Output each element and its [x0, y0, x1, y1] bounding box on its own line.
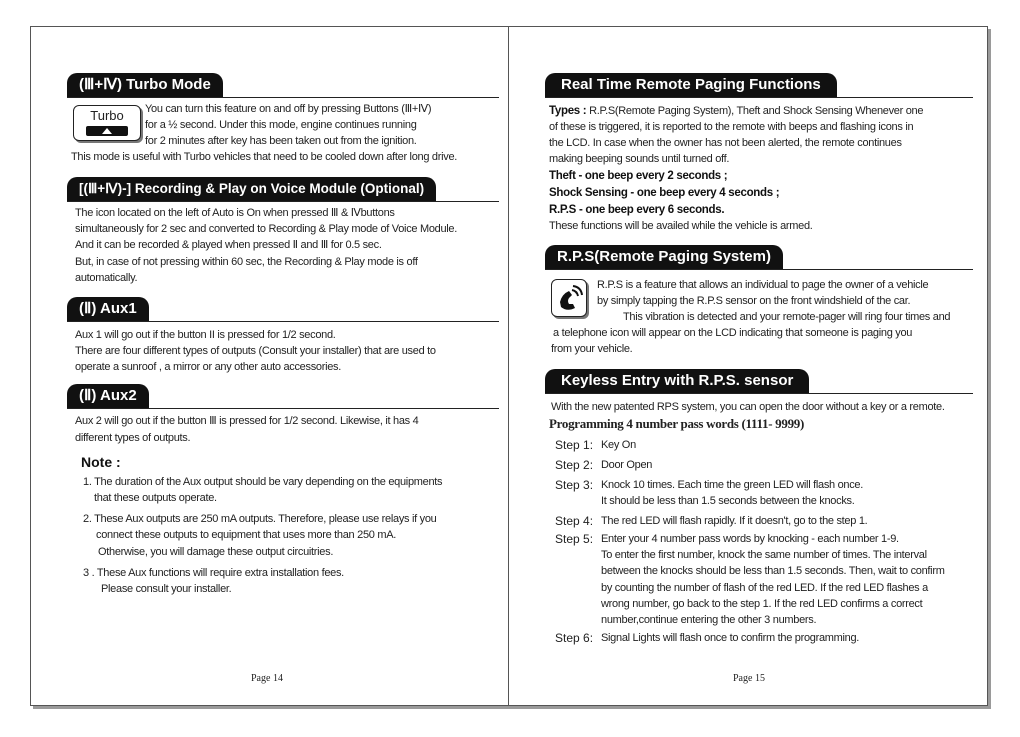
phone-icon-box	[551, 279, 587, 317]
note-line: Please consult your installer.	[101, 583, 232, 595]
recording-line: And it can be recorded & played when pressed Ⅱ and Ⅲ for 0.5 sec.	[75, 239, 382, 251]
rps-line: by simply tapping the R.P.S sensor on the front windshield of the car.	[597, 295, 911, 307]
page-number-left: Page 14	[251, 673, 283, 684]
step-label: Step 5:	[555, 532, 594, 546]
recording-line: But, in case of not pressing within 60 sec, the Recording & Play mode is off	[75, 256, 418, 268]
step-line: To enter the first number, knock the same number of times. The interval	[601, 549, 927, 561]
note-line: Otherwise, you will damage these output circuitries.	[98, 546, 334, 558]
turbo-line: for a ½ second. Under this mode, engine continues running	[145, 119, 417, 131]
note-line: 2. These Aux outputs are 250 mA outputs. Therefore, please use relays if you	[83, 513, 437, 525]
step-line: wrong number, go back to the step 1. If the red LED confirms a correct	[601, 598, 923, 610]
rps-beep-line: R.P.S - one beep every 6 seconds.	[549, 204, 725, 216]
aux1-line: There are four different types of outputs (Consult your installer) that are used to	[75, 345, 436, 357]
step-line: Signal Lights will flash once to confirm the programming.	[601, 632, 860, 644]
turbo-line: You can turn this feature on and off by pressing Buttons (Ⅲ+Ⅳ)	[145, 103, 432, 115]
aux1-line: operate a sunroof , a mirror or any other auto accessories.	[75, 361, 341, 373]
rps-line: This vibration is detected and your remote-pager will ring four times and	[623, 311, 951, 323]
triangle-icon	[102, 128, 112, 134]
rps-line: from your vehicle.	[551, 343, 633, 355]
note-line: that these outputs operate.	[94, 492, 217, 504]
recording-heading: [(Ⅲ+Ⅳ)-] Recording & Play on Voice Module (Optional)	[67, 177, 436, 201]
aux2-line: different types of outputs.	[75, 432, 191, 444]
step-label: Step 3:	[555, 478, 594, 492]
programming-title: Programming 4 number pass words (1111- 9999)	[549, 416, 805, 431]
step-line: between the knocks should be less than 1.5 seconds. Then, wait to confirm	[601, 565, 945, 577]
paging-heading: Real Time Remote Paging Functions	[545, 73, 837, 97]
theft-line: Theft - one beep every 2 seconds ;	[549, 170, 728, 182]
phone-icon	[552, 280, 586, 316]
step-line: number,continue entering the other 3 numbers.	[601, 614, 817, 626]
rps-line: a telephone icon will appear on the LCD indicating that someone is paging you	[553, 327, 913, 339]
step-label: Step 2:	[555, 458, 594, 472]
turbo-bar	[86, 126, 128, 136]
turbo-button-label: Turbo	[90, 108, 124, 123]
paging-line: making beeping sounds until turned off.	[549, 153, 730, 165]
step-line: The red LED will flash rapidly. If it doesn't, go to the step 1.	[601, 515, 868, 527]
paging-line: the LCD. In case when the owner has not been alerted, the remote continues	[549, 137, 902, 149]
aux2-heading: (Ⅱ) Aux2	[67, 384, 149, 408]
rps-heading-row	[545, 245, 973, 270]
recording-line: automatically.	[75, 272, 138, 284]
turbo-heading-row	[67, 73, 499, 98]
step-line: by counting the number of flash of the red LED. If the red LED flashes a	[601, 582, 928, 594]
paging-footer: These functions will be availed while the vehicle is armed.	[549, 220, 813, 232]
types-label: Types :	[549, 105, 587, 117]
paging-line: R.P.S(Remote Paging System), Theft and Shock Sensing Whenever one	[589, 105, 924, 117]
page-number-right: Page 15	[733, 673, 765, 684]
right-page	[508, 26, 988, 706]
step-label: Step 1:	[555, 438, 594, 452]
step-line: Key On	[601, 439, 636, 451]
turbo-button-icon	[73, 105, 141, 141]
keyless-heading: Keyless Entry with R.P.S. sensor	[545, 369, 809, 393]
aux1-heading: (Ⅱ) Aux1	[67, 297, 149, 321]
step-line: It should be less than 1.5 seconds between the knocks.	[601, 495, 855, 507]
note-line: 1. The duration of the Aux output should be vary depending on the equipments	[83, 476, 443, 488]
note-title: Note :	[81, 454, 121, 470]
step-label: Step 6:	[555, 631, 594, 645]
recording-line: The icon located on the left of Auto is On when pressed Ⅲ & Ⅳbuttons	[75, 207, 395, 219]
paging-types-line	[549, 103, 923, 119]
keyless-intro: With the new patented RPS system, you can open the door without a key or a remote.	[551, 401, 945, 413]
keyless-heading-row	[545, 369, 973, 394]
step-label: Step 4:	[555, 514, 594, 528]
note-line: connect these outputs to equipment that uses more than 250 mA.	[96, 529, 396, 541]
turbo-line: for 2 minutes after key has been taken out from the ignition.	[145, 135, 417, 147]
step-line: Door Open	[601, 459, 653, 471]
note-line: 3 . These Aux functions will require extra installation fees.	[83, 567, 344, 579]
paging-line: of these is triggered, it is reported to the remote with beeps and flashing icons in	[549, 121, 914, 133]
recording-line: simultaneously for 2 sec and converted to Recording & Play mode of Voice Module.	[75, 223, 458, 235]
paging-heading-row	[545, 73, 973, 98]
step-line: Knock 10 times. Each time the green LED will flash once.	[601, 479, 864, 491]
step-line: Enter your 4 number pass words by knocking - each number 1-9.	[601, 533, 899, 545]
aux1-heading-row	[67, 297, 499, 322]
turbo-line: This mode is useful with Turbo vehicles that need to be cooled down after long drive.	[71, 151, 458, 163]
aux1-line: Aux 1 will go out if the button II is pressed for 1/2 second.	[75, 329, 336, 341]
shock-line: Shock Sensing - one beep every 4 seconds ;	[549, 187, 780, 199]
turbo-heading: (Ⅲ+Ⅳ) Turbo Mode	[67, 73, 223, 97]
left-page	[30, 26, 510, 706]
aux2-heading-row	[67, 384, 499, 409]
aux2-line: Aux 2 will go out if the button Ⅲ is pressed for 1/2 second. Likewise, it has 4	[75, 415, 419, 427]
recording-heading-row	[67, 177, 499, 202]
rps-heading: R.P.S(Remote Paging System)	[545, 245, 783, 269]
rps-line: R.P.S is a feature that allows an individual to page the owner of a vehicle	[597, 279, 929, 291]
